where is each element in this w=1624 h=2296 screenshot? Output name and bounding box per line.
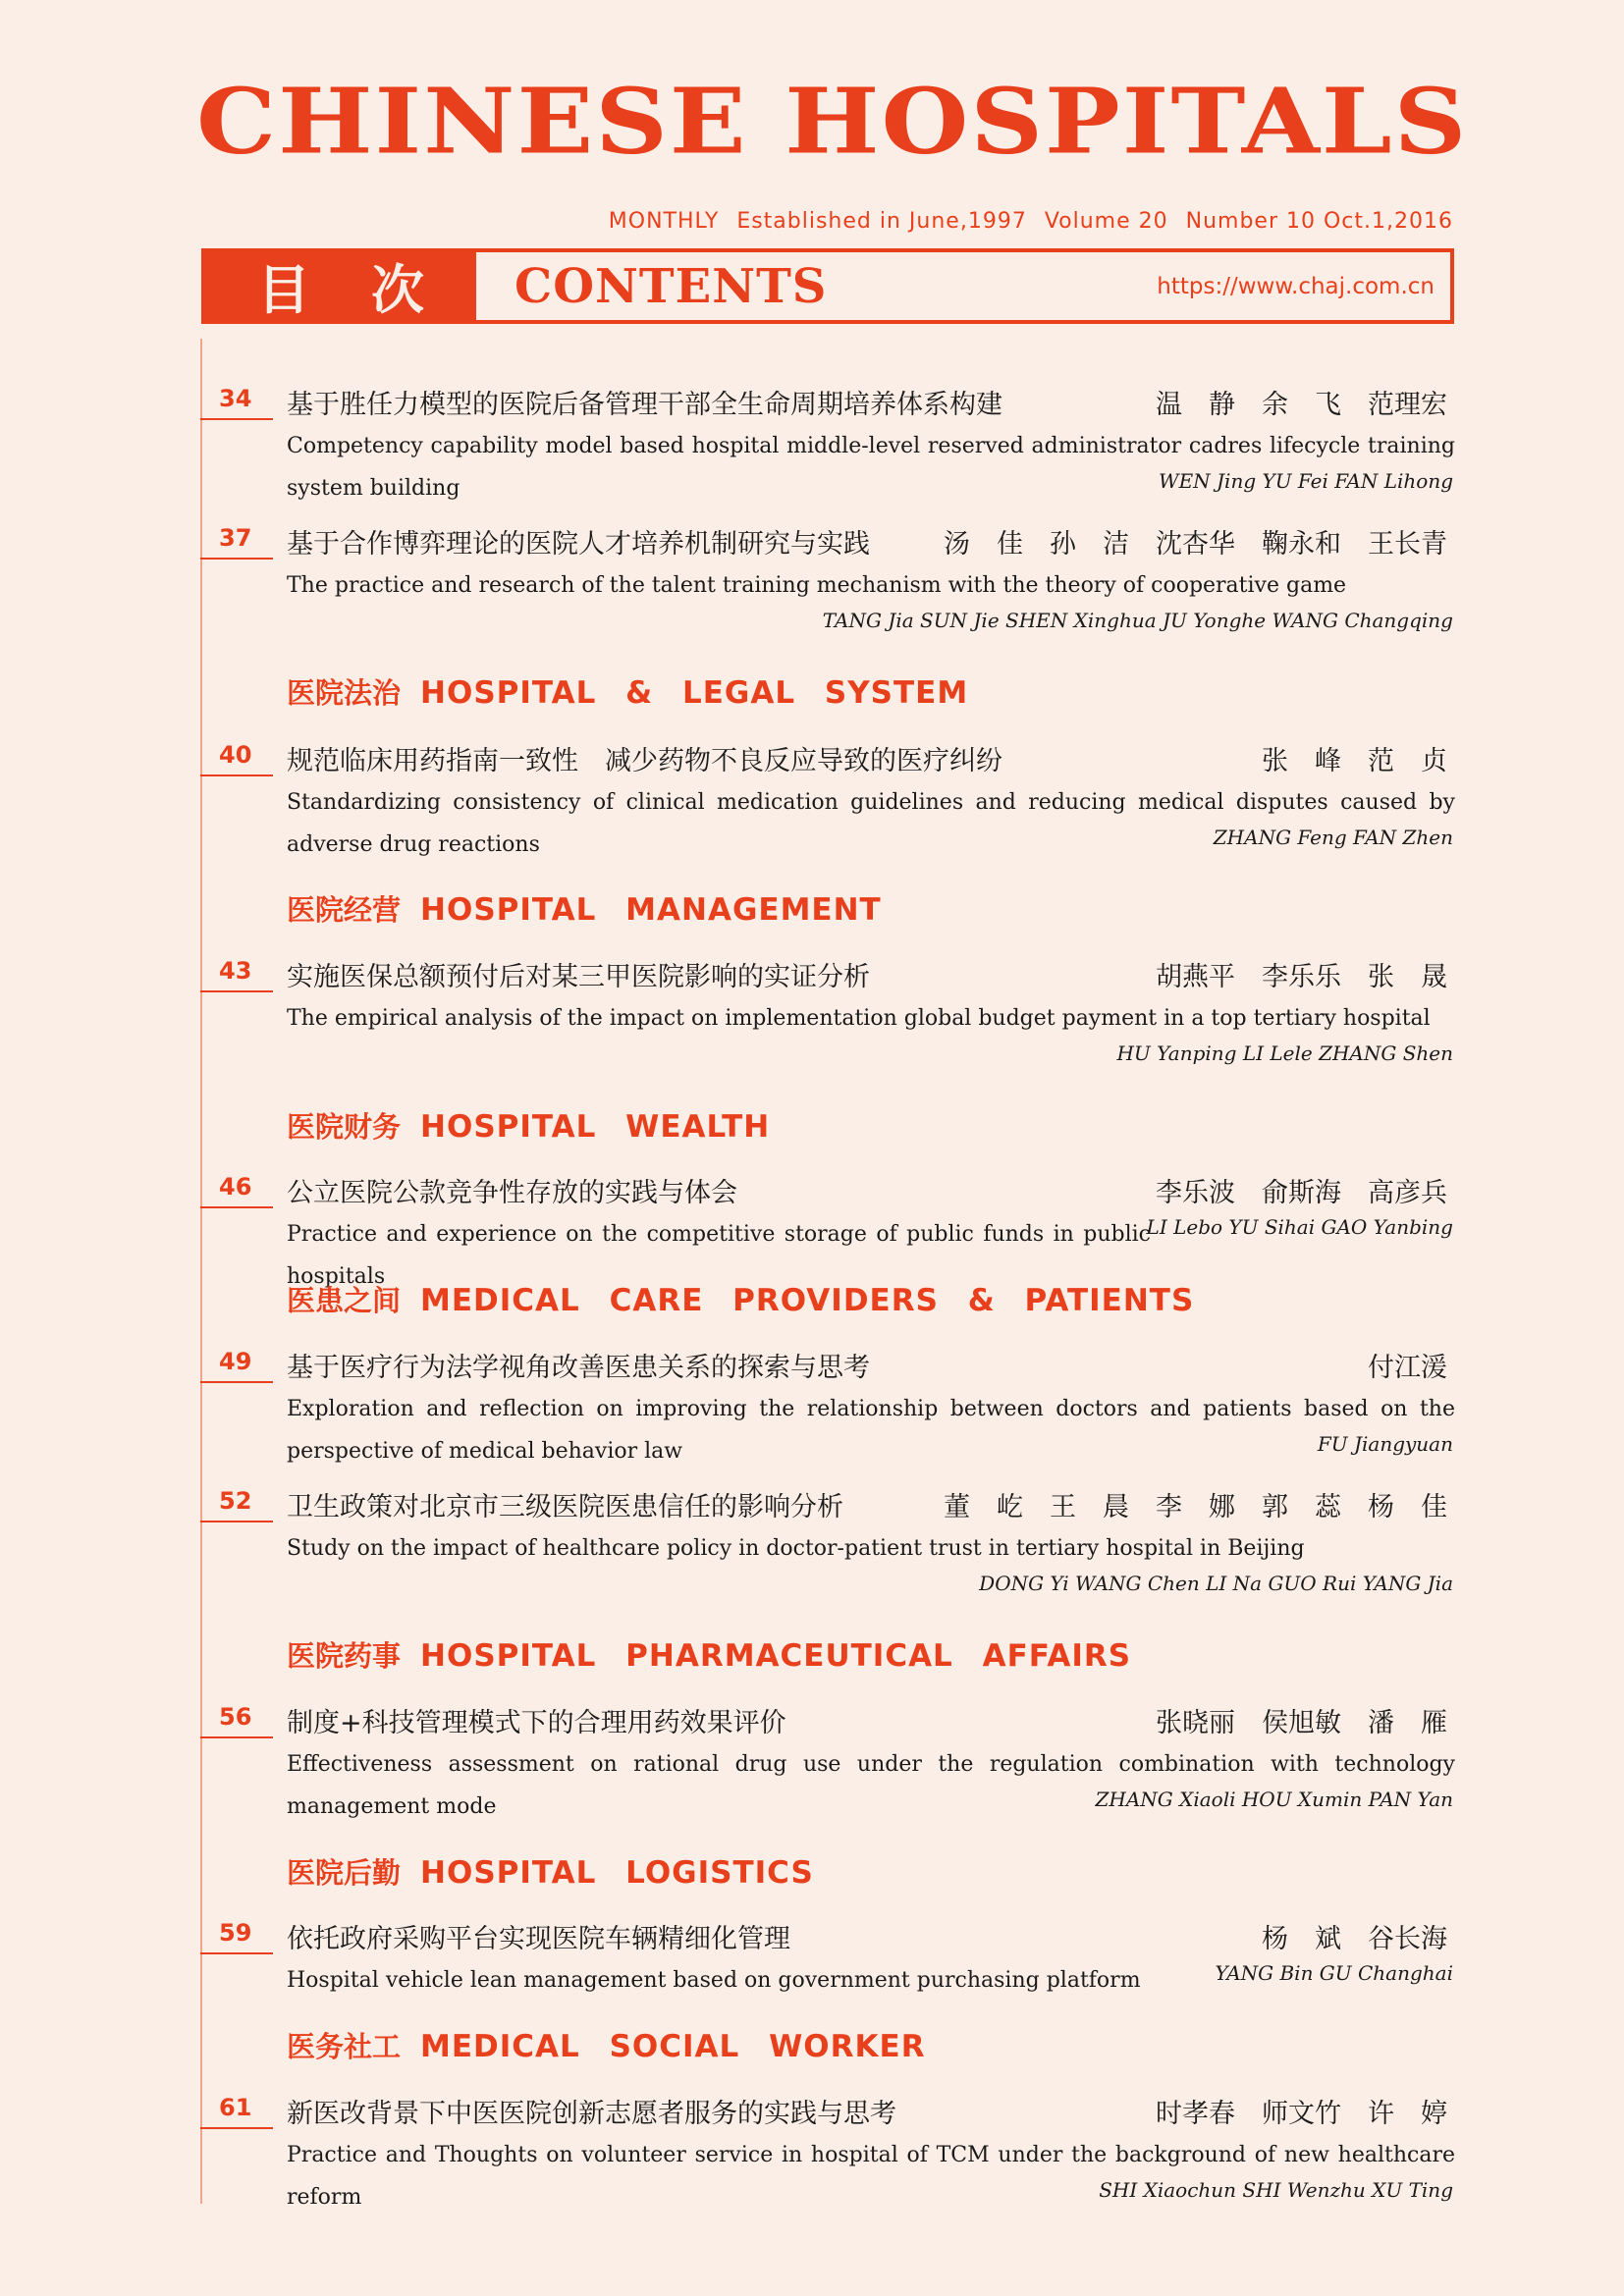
- page-number: 61: [219, 2094, 252, 2121]
- article-title-en[interactable]: Study on the impact of healthcare policy in doctor-patient trust in tertiary hospital in Beijing: [287, 1536, 1305, 1561]
- article-title-en[interactable]: Standardizing consistency of clinical medication guidelines and reducing medical disputes caused by adverse drug reactions: [287, 790, 1455, 857]
- section-heading-logistics: [287, 1851, 814, 1892]
- article-title-zh[interactable]: 新医改背景下中医医院创新志愿者服务的实践与思考: [287, 2099, 896, 2129]
- page-number: 40: [219, 741, 252, 769]
- section-title-zh: 医院经营: [287, 893, 402, 927]
- article-authors-zh: 温 静 余 飞 范理宏: [1156, 390, 1447, 420]
- article-authors-zh: 胡燕平 李乐乐 张 晟: [1156, 962, 1447, 992]
- section-title-zh: 医院后勤: [287, 1856, 402, 1890]
- page-number: 59: [219, 1919, 252, 1947]
- article-title-en[interactable]: Exploration and reflection on improving the relationship between doctors and patients based on the perspective of medical behavior law: [287, 1397, 1455, 1464]
- page-number: 34: [219, 385, 252, 412]
- article-title-en[interactable]: Effectiveness assessment on rational drug use under the regulation combination with technology management mode: [287, 1752, 1455, 1819]
- article-authors-en: ZHANG Feng FAN Zhen: [1213, 826, 1453, 849]
- article-title-zh[interactable]: 实施医保总额预付后对某三甲医院影响的实证分析: [287, 962, 870, 992]
- page-number: 52: [219, 1487, 252, 1515]
- page-underline: [200, 418, 273, 420]
- article-authors-en: YANG Bin GU Changhai: [1215, 1961, 1453, 1985]
- page-underline: [200, 1381, 273, 1383]
- article-title-zh[interactable]: 制度+科技管理模式下的合理用药效果评价: [287, 1708, 786, 1738]
- article-title-en[interactable]: Competency capability model based hospital middle-level reserved administrator cadres lifecycle training system building: [287, 434, 1455, 501]
- page-underline: [200, 1952, 273, 1954]
- article-authors-en: ZHANG Xiaoli HOU Xumin PAN Yan: [1095, 1788, 1453, 1811]
- journal-url-link[interactable]: https://www.chaj.com.cn: [1157, 274, 1435, 299]
- article-title-zh[interactable]: 公立医院公款竞争性存放的实践与体会: [287, 1178, 737, 1208]
- section-heading-pharmaceutical: [287, 1634, 1131, 1675]
- section-title-en: MEDICAL CARE PROVIDERS & PATIENTS: [420, 1283, 1195, 1318]
- contents-rule-line: [200, 339, 202, 2204]
- article-title-zh[interactable]: 基于胜任力模型的医院后备管理干部全生命周期培养体系构建: [287, 390, 1002, 420]
- page-underline: [200, 1736, 273, 1738]
- section-title-en: HOSPITAL WEALTH: [420, 1109, 771, 1145]
- article-title-en[interactable]: The practice and research of the talent training mechanism with the theory of cooperative game: [287, 573, 1347, 598]
- article-title-zh[interactable]: 规范临床用药指南一致性 减少药物不良反应导致的医疗纠纷: [287, 746, 1002, 776]
- article-authors-zh: 董 屹 王 晨 李 娜 郭 蕊 杨 佳: [944, 1492, 1447, 1522]
- article-authors-zh: 付江湲: [1368, 1353, 1447, 1383]
- article-title-en[interactable]: Practice and experience on the competitive storage of public funds in public hospitals: [287, 1222, 1151, 1289]
- section-heading-patients: [287, 1279, 1194, 1319]
- article-title-en[interactable]: The empirical analysis of the impact on implementation global budget payment in a top tertiary hospital: [287, 1006, 1431, 1031]
- section-title-en: HOSPITAL PHARMACEUTICAL AFFAIRS: [420, 1638, 1132, 1674]
- contents-header-bar: [201, 248, 1454, 324]
- page-number: 37: [219, 524, 252, 552]
- article-authors-zh: 李乐波 俞斯海 高彦兵: [1156, 1178, 1447, 1208]
- section-title-zh: 医务社工: [287, 2030, 402, 2063]
- page-underline: [200, 990, 273, 992]
- article-authors-zh: 杨 斌 谷长海: [1262, 1924, 1447, 1954]
- section-heading-management: [287, 888, 882, 929]
- article-authors-zh: 张 峰 范 贞: [1262, 746, 1447, 776]
- article-authors-zh: 汤 佳 孙 洁 沈杏华 鞠永和 王长青: [944, 529, 1447, 560]
- page-number: 43: [219, 957, 252, 985]
- pub-volume: Volume 20: [1044, 209, 1168, 234]
- section-title-en: HOSPITAL MANAGEMENT: [420, 892, 882, 928]
- pub-number-date: Number 10 Oct.1,2016: [1185, 209, 1453, 234]
- article-title-zh[interactable]: 基于医疗行为法学视角改善医患关系的探索与思考: [287, 1353, 870, 1383]
- page-underline: [200, 558, 273, 560]
- page-number: 49: [219, 1348, 252, 1375]
- article-authors-zh: 时孝春 师文竹 许 婷: [1156, 2099, 1447, 2129]
- article-title-en[interactable]: Hospital vehicle lean management based on government purchasing platform: [287, 1968, 1141, 1993]
- article-authors-en: WEN Jing YU Fei FAN Lihong: [1159, 469, 1453, 493]
- section-title-zh: 医院药事: [287, 1639, 402, 1673]
- page-underline: [200, 1521, 273, 1522]
- contents-title: CONTENTS: [514, 259, 828, 314]
- page-number: 46: [219, 1173, 252, 1201]
- page-underline: [200, 774, 273, 776]
- section-heading-legal: [287, 671, 968, 712]
- publication-info: [599, 209, 1453, 234]
- article-title-zh[interactable]: 依托政府采购平台实现医院车辆精细化管理: [287, 1924, 790, 1954]
- article-authors-en: LI Lebo YU Sihai GAO Yanbing: [1146, 1215, 1453, 1239]
- contents-zh-char-2: 次: [371, 259, 424, 321]
- section-title-zh: 医院法治: [287, 676, 402, 710]
- article-authors-zh: 张晓丽 侯旭敏 潘 雁: [1156, 1708, 1447, 1738]
- page-number: 56: [219, 1703, 252, 1731]
- section-heading-wealth: [287, 1105, 770, 1146]
- contents-zh-char-1: 目: [257, 259, 310, 321]
- article-authors-en: HU Yanping LI Lele ZHANG Shen: [1116, 1041, 1453, 1065]
- journal-masthead: CHINESE HOSPITALS: [196, 68, 1469, 175]
- article-title-zh[interactable]: 基于合作博弈理论的医院人才培养机制研究与实践: [287, 529, 870, 560]
- section-title-zh: 医患之间: [287, 1284, 402, 1317]
- article-title-zh[interactable]: 卫生政策对北京市三级医院医患信任的影响分析: [287, 1492, 843, 1522]
- article-authors-en: TANG Jia SUN Jie SHEN Xinghua JU Yonghe WANG Changqing: [822, 609, 1453, 632]
- section-title-en: HOSPITAL LOGISTICS: [420, 1855, 814, 1891]
- section-title-en: MEDICAL SOCIAL WORKER: [420, 2029, 926, 2064]
- page-underline: [200, 2127, 273, 2129]
- section-title-en: HOSPITAL & LEGAL SYSTEM: [420, 675, 969, 711]
- article-authors-en: SHI Xiaochun SHI Wenzhu XU Ting: [1099, 2178, 1453, 2202]
- pub-monthly: MONTHLY: [608, 209, 720, 234]
- article-authors-en: DONG Yi WANG Chen LI Na GUO Rui YANG Jia: [979, 1572, 1453, 1595]
- article-authors-en: FU Jiangyuan: [1317, 1432, 1453, 1456]
- section-title-zh: 医院财务: [287, 1110, 402, 1144]
- contents-zh-block: [205, 252, 476, 320]
- pub-established: Established in June,1997: [736, 209, 1027, 234]
- section-heading-social-worker: [287, 2025, 926, 2065]
- article-title-en[interactable]: Practice and Thoughts on volunteer service in hospital of TCM under the background of new healthcare reform: [287, 2143, 1455, 2210]
- page-underline: [200, 1206, 273, 1208]
